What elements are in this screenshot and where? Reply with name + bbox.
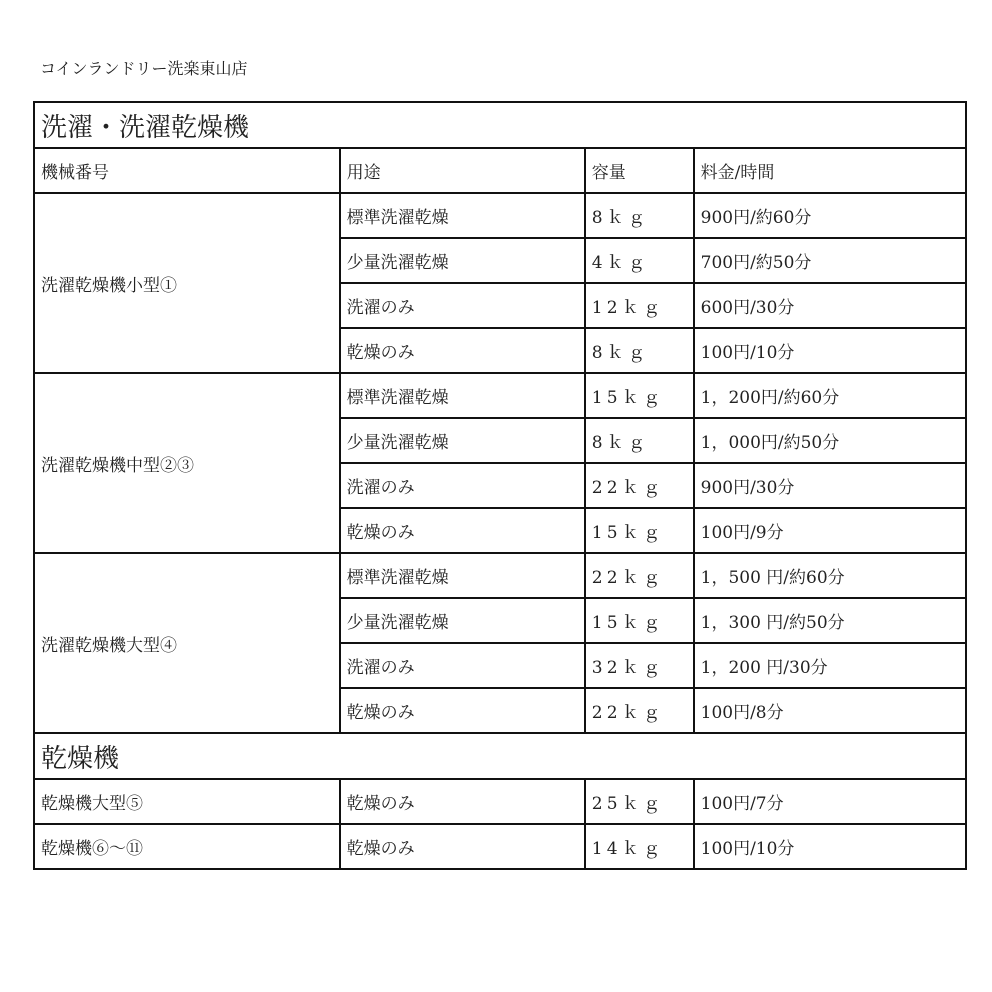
capacity-cell: 25ｋｇ <box>585 779 694 824</box>
price-cell: 1，200 円/30分 <box>694 643 966 688</box>
section-header-row <box>34 102 966 148</box>
machine-name: 洗濯乾燥機小型① <box>34 193 340 373</box>
machine-name: 洗濯乾燥機中型②③ <box>34 373 340 553</box>
price-table <box>33 101 967 870</box>
price-cell: 900円/30分 <box>694 463 966 508</box>
use-cell: 洗濯のみ <box>340 643 585 688</box>
price-cell: 1，200円/約60分 <box>694 373 966 418</box>
use-cell: 乾燥のみ <box>340 824 585 869</box>
machine-name: 乾燥機大型⑤ <box>34 779 340 824</box>
capacity-cell: 8ｋｇ <box>585 193 694 238</box>
use-cell: 洗濯のみ <box>340 283 585 328</box>
table-row <box>34 824 966 869</box>
capacity-cell: 15ｋｇ <box>585 508 694 553</box>
machine-name: 乾燥機⑥～⑪ <box>34 824 340 869</box>
price-cell: 1，500 円/約60分 <box>694 553 966 598</box>
section-title-washer-dryer: 洗濯・洗濯乾燥機 <box>34 102 966 148</box>
use-cell: 少量洗濯乾燥 <box>340 418 585 463</box>
use-cell: 乾燥のみ <box>340 688 585 733</box>
use-cell: 乾燥のみ <box>340 328 585 373</box>
column-header-row <box>34 148 966 193</box>
header-capacity: 容量 <box>585 148 694 193</box>
price-cell: 100円/10分 <box>694 328 966 373</box>
use-cell: 洗濯のみ <box>340 463 585 508</box>
capacity-cell: 32ｋｇ <box>585 643 694 688</box>
table-row <box>34 373 966 418</box>
section-header-row <box>34 733 966 779</box>
header-machine-number: 機械番号 <box>34 148 340 193</box>
capacity-cell: 15ｋｇ <box>585 373 694 418</box>
capacity-cell: 22ｋｇ <box>585 463 694 508</box>
use-cell: 少量洗濯乾燥 <box>340 598 585 643</box>
header-price-time: 料金/時間 <box>694 148 966 193</box>
capacity-cell: 4ｋｇ <box>585 238 694 283</box>
capacity-cell: 15ｋｇ <box>585 598 694 643</box>
header-use: 用途 <box>340 148 585 193</box>
price-cell: 100円/8分 <box>694 688 966 733</box>
price-cell: 1，300 円/約50分 <box>694 598 966 643</box>
capacity-cell: 8ｋｇ <box>585 328 694 373</box>
table-row <box>34 553 966 598</box>
machine-name: 洗濯乾燥機大型④ <box>34 553 340 733</box>
price-cell: 1，000円/約50分 <box>694 418 966 463</box>
price-cell: 100円/7分 <box>694 779 966 824</box>
capacity-cell: 14ｋｇ <box>585 824 694 869</box>
price-cell: 900円/約60分 <box>694 193 966 238</box>
store-name: コインランドリー洗楽東山店 <box>40 59 248 78</box>
use-cell: 少量洗濯乾燥 <box>340 238 585 283</box>
use-cell: 乾燥のみ <box>340 508 585 553</box>
capacity-cell: 12ｋｇ <box>585 283 694 328</box>
use-cell: 標準洗濯乾燥 <box>340 553 585 598</box>
price-cell: 700円/約50分 <box>694 238 966 283</box>
price-cell: 600円/30分 <box>694 283 966 328</box>
table-row <box>34 779 966 824</box>
use-cell: 標準洗濯乾燥 <box>340 193 585 238</box>
use-cell: 乾燥のみ <box>340 779 585 824</box>
capacity-cell: 22ｋｇ <box>585 688 694 733</box>
price-cell: 100円/9分 <box>694 508 966 553</box>
table-row <box>34 193 966 238</box>
capacity-cell: 22ｋｇ <box>585 553 694 598</box>
capacity-cell: 8ｋｇ <box>585 418 694 463</box>
use-cell: 標準洗濯乾燥 <box>340 373 585 418</box>
price-cell: 100円/10分 <box>694 824 966 869</box>
section-title-dryer: 乾燥機 <box>34 733 966 779</box>
